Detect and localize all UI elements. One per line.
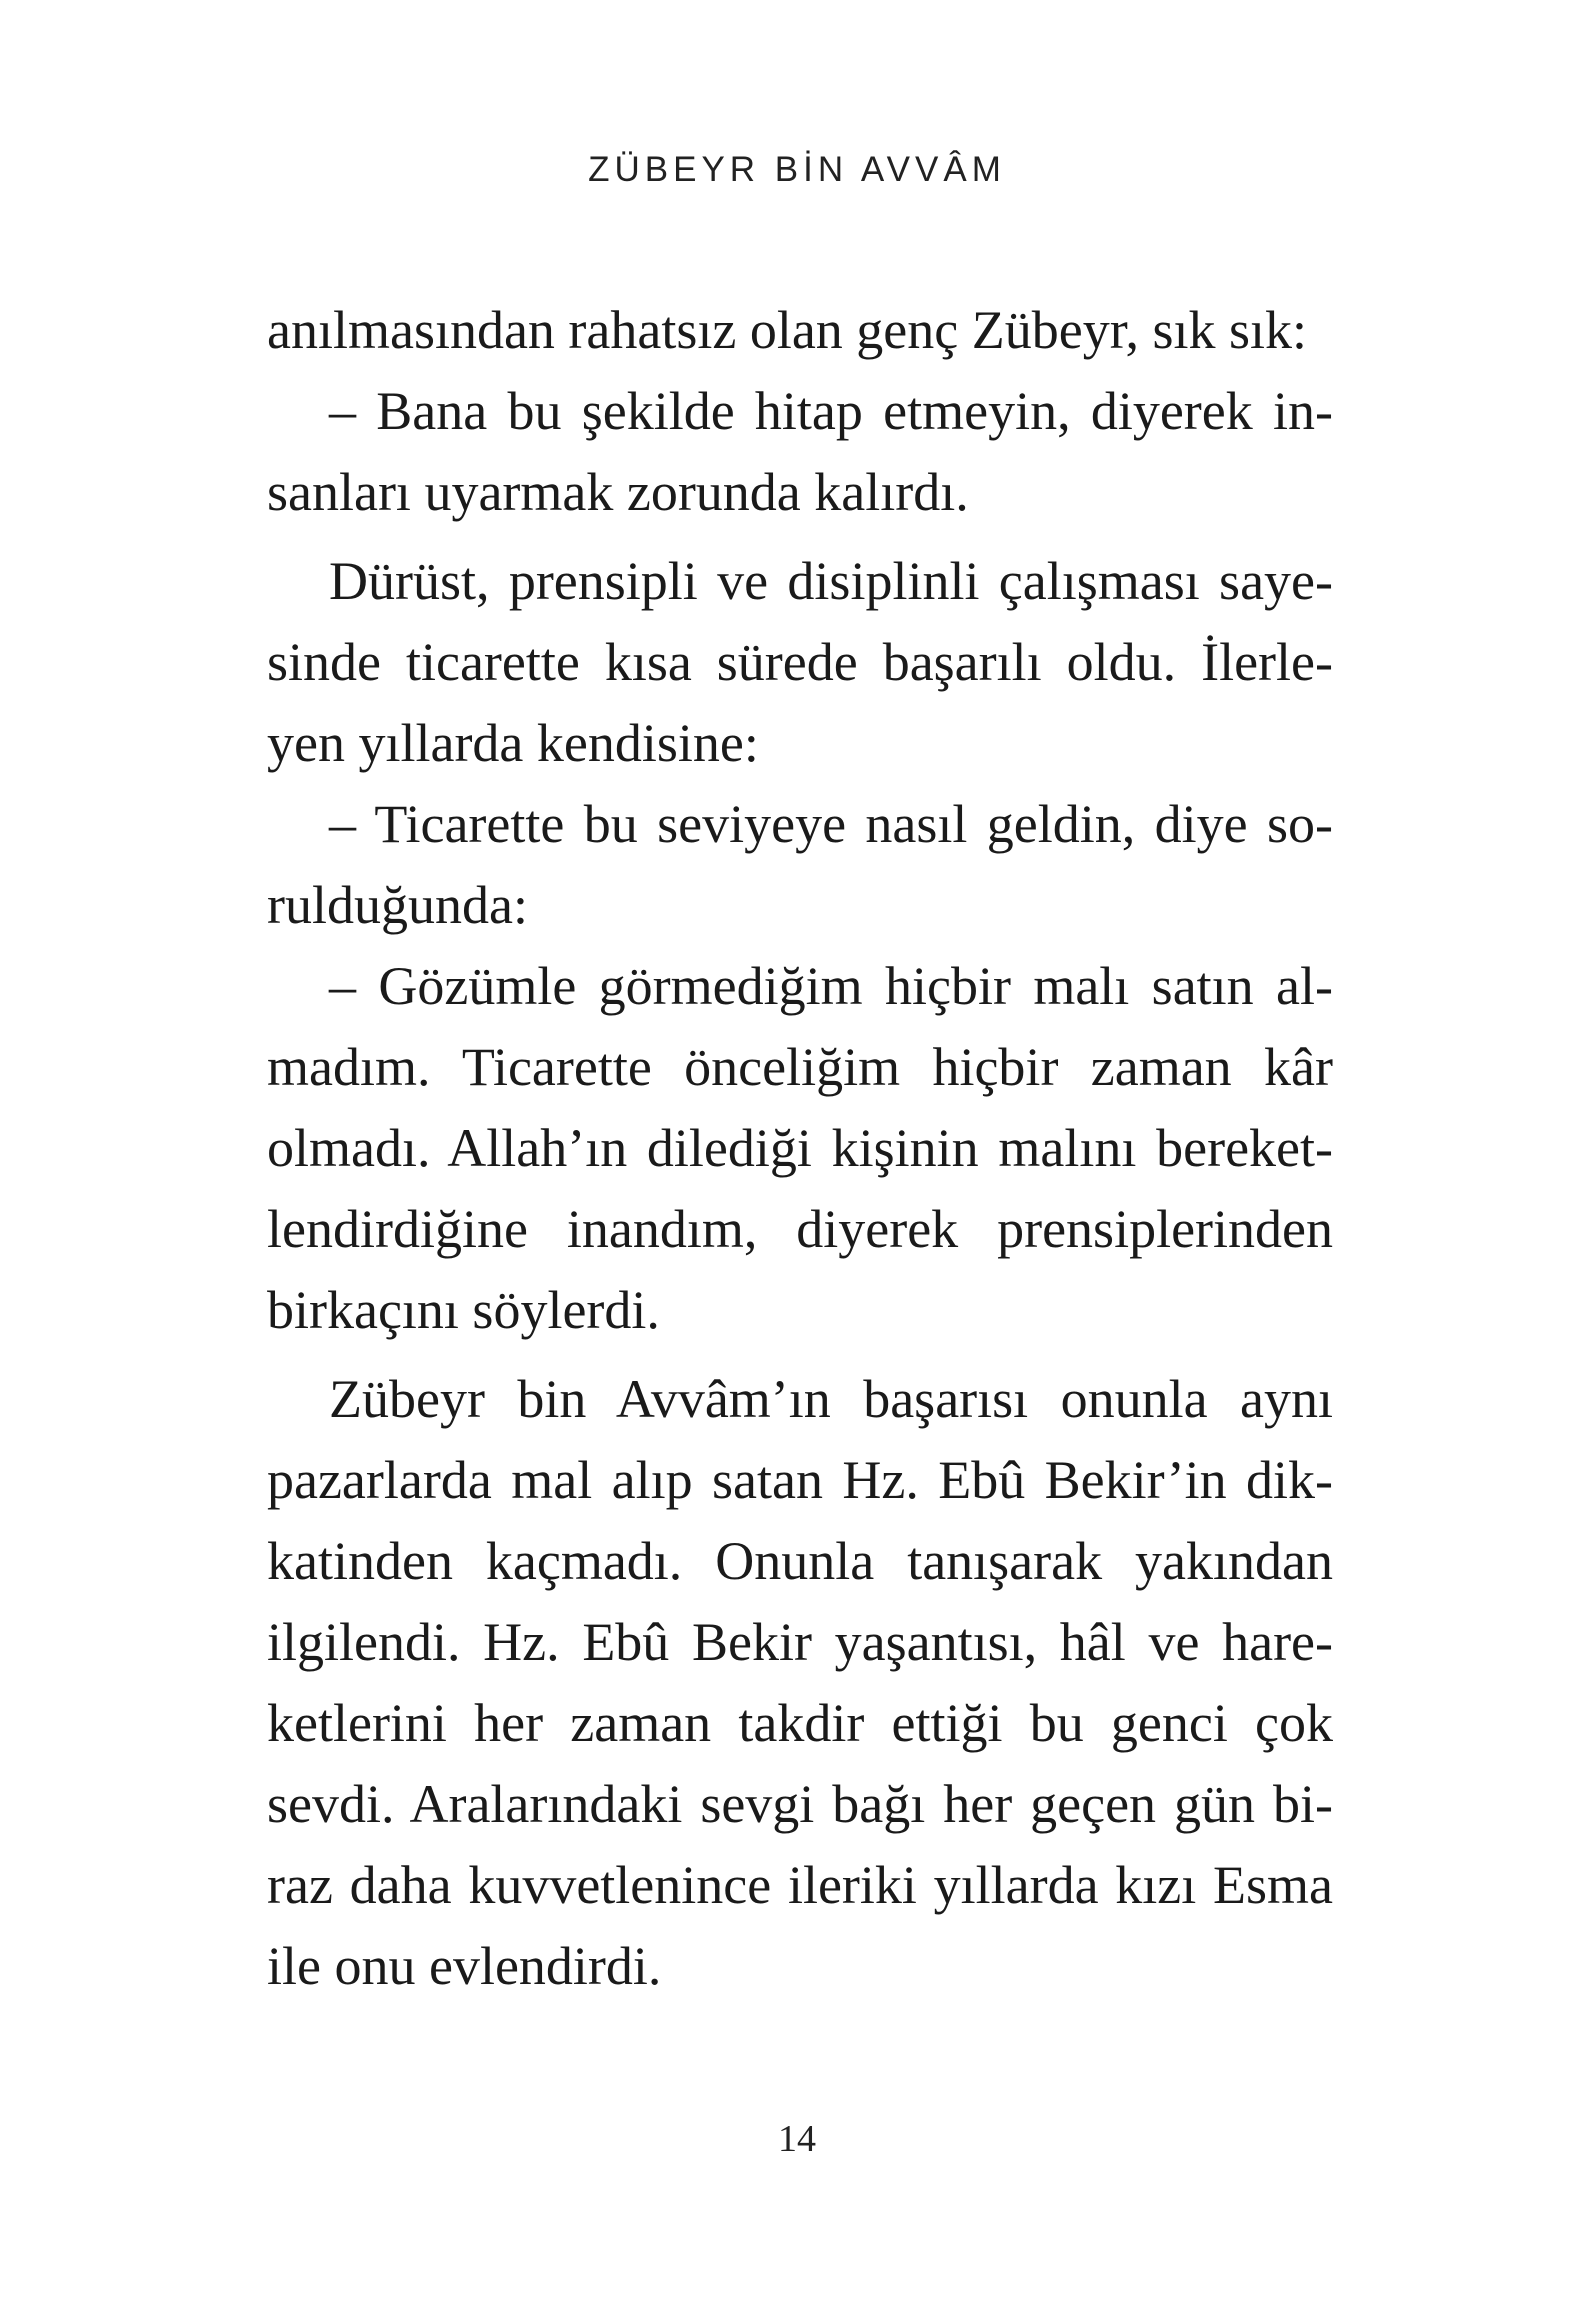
text-line: ilgilendi. Hz. Ebû Bekir yaşantısı, hâl ve hare- xyxy=(267,1612,1333,1672)
body-text xyxy=(267,290,1333,2007)
text-line: sanları uyarmak zorunda kalırdı. xyxy=(267,462,969,522)
text-line: pazarlarda mal alıp satan Hz. Ebû Bekir’in dik- xyxy=(267,1450,1333,1510)
text-line: – Ticarette bu seviyeye nasıl geldin, diye so- xyxy=(329,794,1333,854)
running-head: ZÜBEYR BİN AVVÂM xyxy=(588,150,1006,189)
text-line: lendirdiğine inandım, diyerek prensiplerinden xyxy=(267,1199,1333,1259)
text-line: birkaçını söylerdi. xyxy=(267,1280,660,1340)
text-line: Dürüst, prensipli ve disiplinli çalışması saye- xyxy=(329,551,1333,611)
text-line: ile onu evlendirdi. xyxy=(267,1936,662,1996)
text-line: sinde ticarette kısa sürede başarılı oldu. İlerle- xyxy=(267,632,1333,692)
text-line: Zübeyr bin Avvâm’ın başarısı onunla aynı xyxy=(329,1369,1333,1429)
text-line: raz daha kuvvetlenince ileriki yıllarda kızı Esma xyxy=(267,1855,1333,1915)
text-line: madım. Ticarette önceliğim hiçbir zaman kâr xyxy=(267,1037,1333,1097)
text-line: – Gözümle görmediğim hiçbir malı satın al- xyxy=(329,956,1333,1016)
text-line: yen yıllarda kendisine: xyxy=(267,713,759,773)
text-line: ketlerini her zaman takdir ettiği bu genci çok xyxy=(267,1693,1333,1753)
text-line: anılmasından rahatsız olan genç Zübeyr, sık sık: xyxy=(267,300,1308,360)
text-line: sevdi. Aralarındaki sevgi bağı her geçen gün bi- xyxy=(267,1774,1333,1834)
text-line: olmadı. Allah’ın dilediği kişinin malını bereket- xyxy=(267,1118,1333,1178)
text-line: – Bana bu şekilde hitap etmeyin, diyerek in- xyxy=(329,381,1333,441)
text-line: rulduğunda: xyxy=(267,875,528,935)
page-number: 14 xyxy=(778,2118,816,2160)
text-line: katinden kaçmadı. Onunla tanışarak yakından xyxy=(267,1531,1333,1591)
